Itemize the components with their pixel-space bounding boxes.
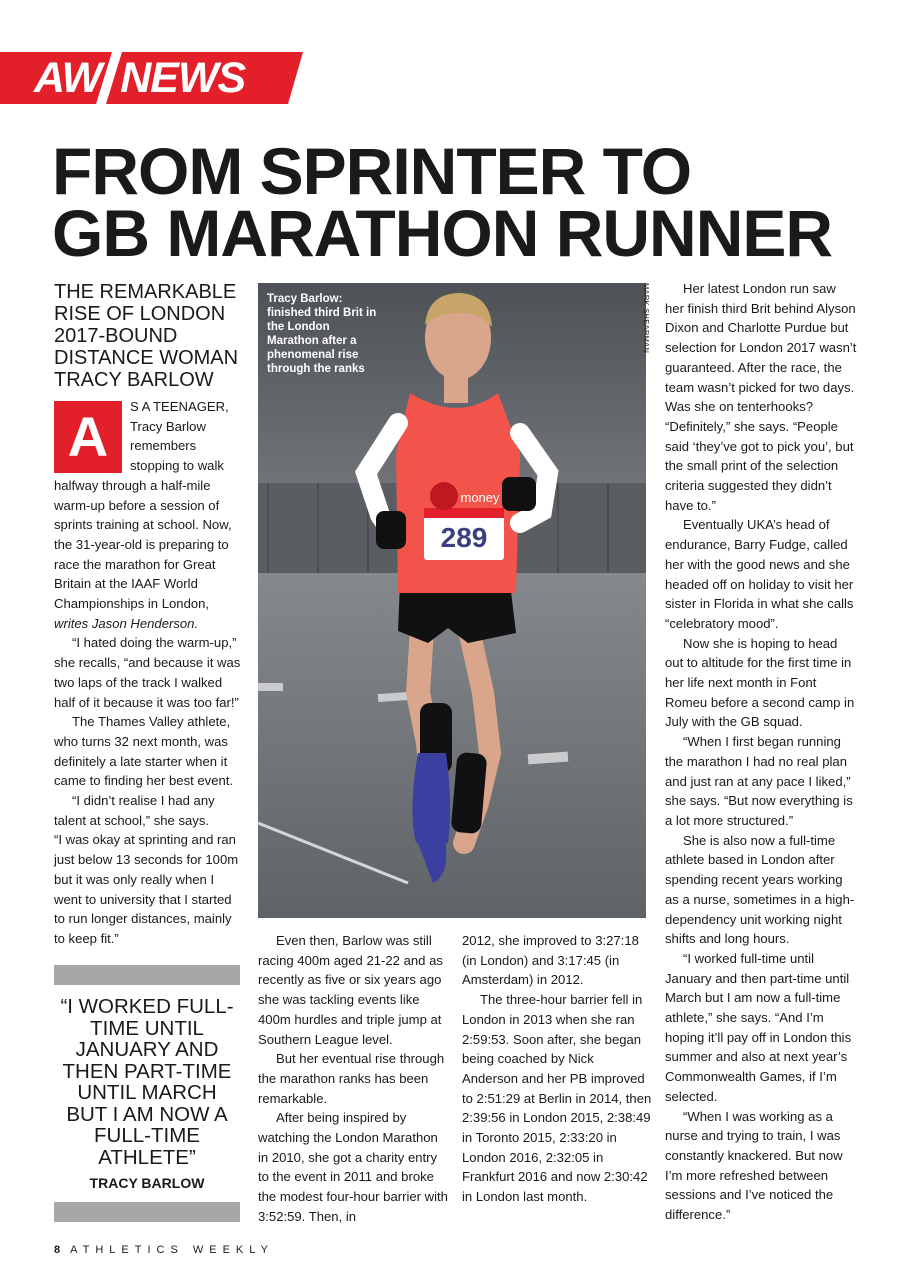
photo-caption: Tracy Barlow: finished third Brit in the London Marathon after a phenomenal rise through the ranks — [267, 293, 377, 375]
banner-text — [34, 54, 245, 103]
photo-credit-text: MARK SHEARMAN — [642, 283, 651, 354]
article-column-4 — [665, 279, 857, 1225]
runner-photo — [258, 283, 646, 918]
paragraph: She is also now a full-time athlete based in London after spending recent years working as a nurse, sometimes in a high-dependency unit working night shifts and long hours. — [665, 832, 855, 947]
brand-logo-text: AW — [34, 54, 102, 102]
paragraph: Her latest London run saw her finish third Brit behind Alyson Dixon and Charlotte Purdue but selection for London 2017 wasn’t guaranteed. After the race, the team wasn’t picked for two days. Was she on tenterhooks? “Definitely,” she says. “People said ‘they’ve got to pick you’, but the small print of the selection criteria suggested they didn’t have to.” — [665, 281, 857, 513]
headline-line-2: GB MARATHON RUNNER — [52, 196, 833, 270]
standfirst: THE REMARKABLE RISE OF LONDON 2017-BOUND DISTANCE WOMAN TRACY BARLOW — [54, 281, 239, 391]
intro-text: S A TEENAGER, Tracy Barlow remembers stopping to walk halfway through a half-mile warm-up before a session of sprints training at school. Now, the 31-year-old is preparing to race the marathon for Great Britain at the IAAF World Championships in London, — [54, 399, 232, 612]
paragraph: “I was okay at sprinting and ran just below 13 seconds for 100m but it was only really when I went to university that I started to run longer distances, mainly to keep fit.” — [54, 832, 239, 946]
byline: writes Jason Henderson. — [54, 615, 199, 631]
article-column-3 — [462, 931, 652, 1207]
paragraph: 2012, she improved to 3:27:18 (in London) and 3:17:45 (in Amsterdam) in 2012. — [462, 933, 639, 988]
article-column-2 — [258, 931, 448, 1227]
drop-cap: A — [54, 401, 122, 473]
paragraph: “When I was working as a nurse and trying to train, I was constantly knackered. But now I’m more refreshed between sessions and I’ve noticed the difference.” — [665, 1108, 843, 1223]
bib-number: 289 — [440, 522, 488, 553]
page-number: 8 — [54, 1244, 61, 1256]
article-column-1 — [54, 397, 244, 949]
photo-credit — [643, 283, 659, 373]
runner-illustration — [258, 283, 646, 918]
paragraph: The Thames Valley athlete, who turns 32 next month, was definitely a late starter when it came to finding her best event. — [54, 714, 234, 789]
paragraph: Even then, Barlow was still racing 400m aged 21-22 and as recently as five or six years ago she was tackling events like 400m hurdles and triple jump at Southern League level. — [258, 933, 443, 1047]
paragraph: Eventually UKA’s head of endurance, Barry Fudge, called her with the good news and she headed off on holiday to visit her sister in Florida in what she calls “celebratory mood”. — [665, 517, 854, 631]
page-footer — [54, 1244, 274, 1256]
paragraph: But her eventual rise through the marathon ranks has been remarkable. — [258, 1051, 445, 1106]
section-label: NEWS — [120, 54, 246, 102]
pull-quote: “I WORKED FULL-TIME UNTIL JANUARY AND THEN PART-TIME UNTIL MARCH BUT I AM NOW A FULL-TIME ATHLETE” — [60, 995, 234, 1169]
pull-quote-bottom-bar — [54, 1202, 240, 1222]
paragraph: “I worked full-time until January and then part-time until March but I am now a full-time athlete,” she says. “And I’m hoping it’ll pay off in London this summer and also at next year’s Commonwealth Games, if I’m selected. — [665, 950, 852, 1104]
paragraph: “When I first began running the marathon I had no real plan and just ran at any pace I liked,” she says. “But now everything is a lot more structured.” — [665, 734, 853, 828]
paragraph: Now she is hoping to head out to altitude for the first time in her life next month in Font Romeu before a second camp in July with the GB squad. — [665, 635, 855, 730]
paragraph: After being inspired by watching the London Marathon in 2010, she got a charity entry to the event in 2011 and broke the modest four-hour barrier with 3:52:59. Then, in — [258, 1110, 448, 1224]
publication-name: ATHLETICS WEEKLY — [70, 1244, 274, 1256]
paragraph: “I didn’t realise I had any talent at school,” she says. — [54, 793, 215, 828]
pull-quote-top-bar — [54, 965, 240, 985]
section-banner — [0, 52, 303, 104]
bib-brand: money — [460, 490, 500, 505]
headline-line-1: FROM SPRINTER TO — [52, 134, 692, 208]
paragraph: The three-hour barrier fell in London in 2013 when she ran 2:59:53. Soon after, she began being coached by Nick Anderson and her PB improved to 2:51:29 at Berlin in 2014, then 2:39:56 in London 2015, 2:38:49 in Toronto 2015, 2:33:20 in London 2016, 2:32:05 in Frankfurt 2016 and now 2:30:42 in London last month. — [462, 992, 652, 1205]
pull-quote-attribution: TRACY BARLOW — [89, 1175, 205, 1191]
headline — [52, 134, 872, 270]
paragraph: “I hated doing the warm-up,” she recalls, “and because it was two laps of the track I walked half of it because it was too far!” — [54, 635, 241, 710]
